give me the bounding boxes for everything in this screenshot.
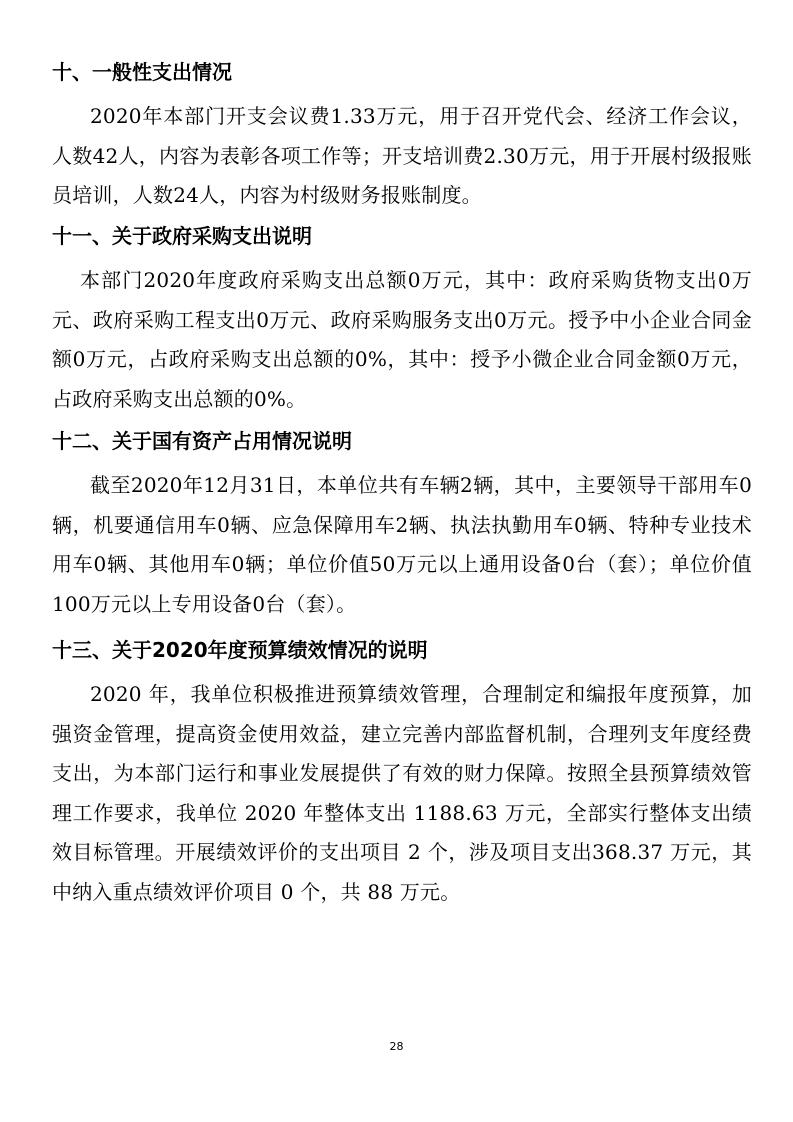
section-government-procurement [52, 221, 752, 419]
section-paragraph: 截至2020年12月31日，本单位共有车辆2辆，其中，主要领导干部用车0辆，机要通信用车0辆、应急保障用车2辆、执法执勤用车0辆、特种专业技术用车0辆、其他用车0辆；单位价值50万元以上通用设备0台（套）；单位价值100万元以上专用设备0台（套）。 [52, 473, 752, 616]
section-paragraph: 本部门2020年度政府采购支出总额0万元，其中：政府采购货物支出0万元、政府采购工程支出0万元、政府采购服务支出0万元。授予中小企业合同金额0万元，占政府采购支出总额的0%，其中：授予小微企业合同金额0万元，占政府采购支出总额的0%。 [52, 268, 752, 411]
section-heading: 十二、关于国有资产占用情况说明 [52, 429, 352, 453]
section-heading: 十一、关于政府采购支出说明 [52, 224, 312, 248]
section-budget-performance [52, 635, 752, 912]
section-state-assets [52, 426, 752, 624]
section-heading: 十、一般性支出情况 [52, 60, 232, 84]
section-heading: 十三、关于2020年度预算绩效情况的说明 [52, 638, 428, 662]
section-general-expenditure [52, 57, 752, 216]
section-paragraph: 2020 年，我单位积极推进预算绩效管理，合理制定和编报年度预算，加强资金管理，提高资金使用效益，建立完善内部监督机制，合理列支年度经费支出，为本部门运行和事业发展提供了有效的财力保障。按照全县预算绩效管理工作要求，我单位 2020 年整体支出 1188.63 万元，全部实行整体支出绩效目标管理。开展绩效评价的支出项目 2 个，涉及项目支出368.37 万元，其中纳入重点绩效评价项目 0 个，共 88 万元。 [52, 682, 752, 904]
page-number: 28 [389, 1040, 404, 1053]
section-paragraph: 2020年本部门开支会议费1.33万元，用于召开党代会、经济工作会议，人数42人，内容为表彰各项工作等；开支培训费2.30万元，用于开展村级报账员培训，人数24人，内容为村级财务报账制度。 [52, 104, 752, 207]
